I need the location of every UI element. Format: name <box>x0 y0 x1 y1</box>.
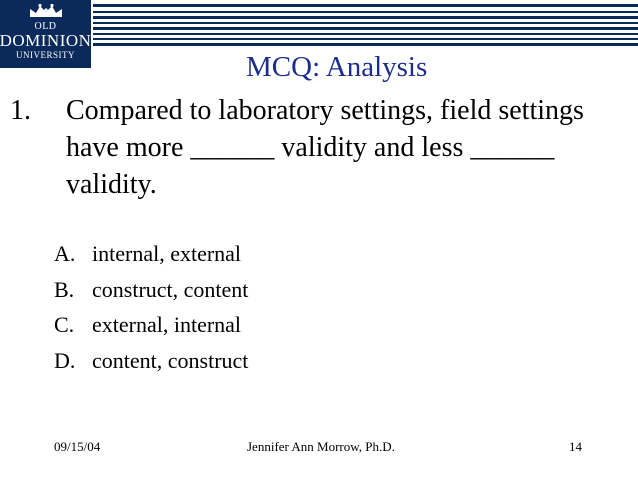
header-stripes <box>93 0 638 50</box>
logo-line-university: UNIVERSITY <box>16 50 75 60</box>
footer-date: 09/15/04 <box>54 439 101 454</box>
slide-title: MCQ: Analysis <box>246 51 428 83</box>
option-b <box>54 276 248 312</box>
question-text: Compared to laboratory settings, field settings have more ______ validity and less ______ validity. <box>66 95 584 200</box>
option-d <box>54 347 248 383</box>
question-number: 1. <box>10 95 31 126</box>
option-a <box>54 240 248 276</box>
option-letter: A. <box>54 241 76 266</box>
option-c <box>54 311 248 347</box>
option-letter: D. <box>54 347 76 373</box>
option-letter: B. <box>54 276 75 302</box>
university-logo <box>0 0 91 68</box>
option-text: internal, external <box>92 241 242 266</box>
crown-icon <box>26 3 66 19</box>
answer-options <box>54 240 248 382</box>
footer-author: Jennifer Ann Morrow, Ph.D. <box>247 439 395 454</box>
option-text: external, internal <box>92 312 242 337</box>
option-text: construct, content <box>92 276 249 302</box>
logo-line-old: OLD <box>34 21 57 32</box>
option-letter: C. <box>54 312 75 337</box>
logo-line-dominion: DOMINION <box>0 31 92 50</box>
page-number: 14 <box>569 439 582 454</box>
question <box>10 92 620 203</box>
option-text: content, construct <box>92 347 249 373</box>
